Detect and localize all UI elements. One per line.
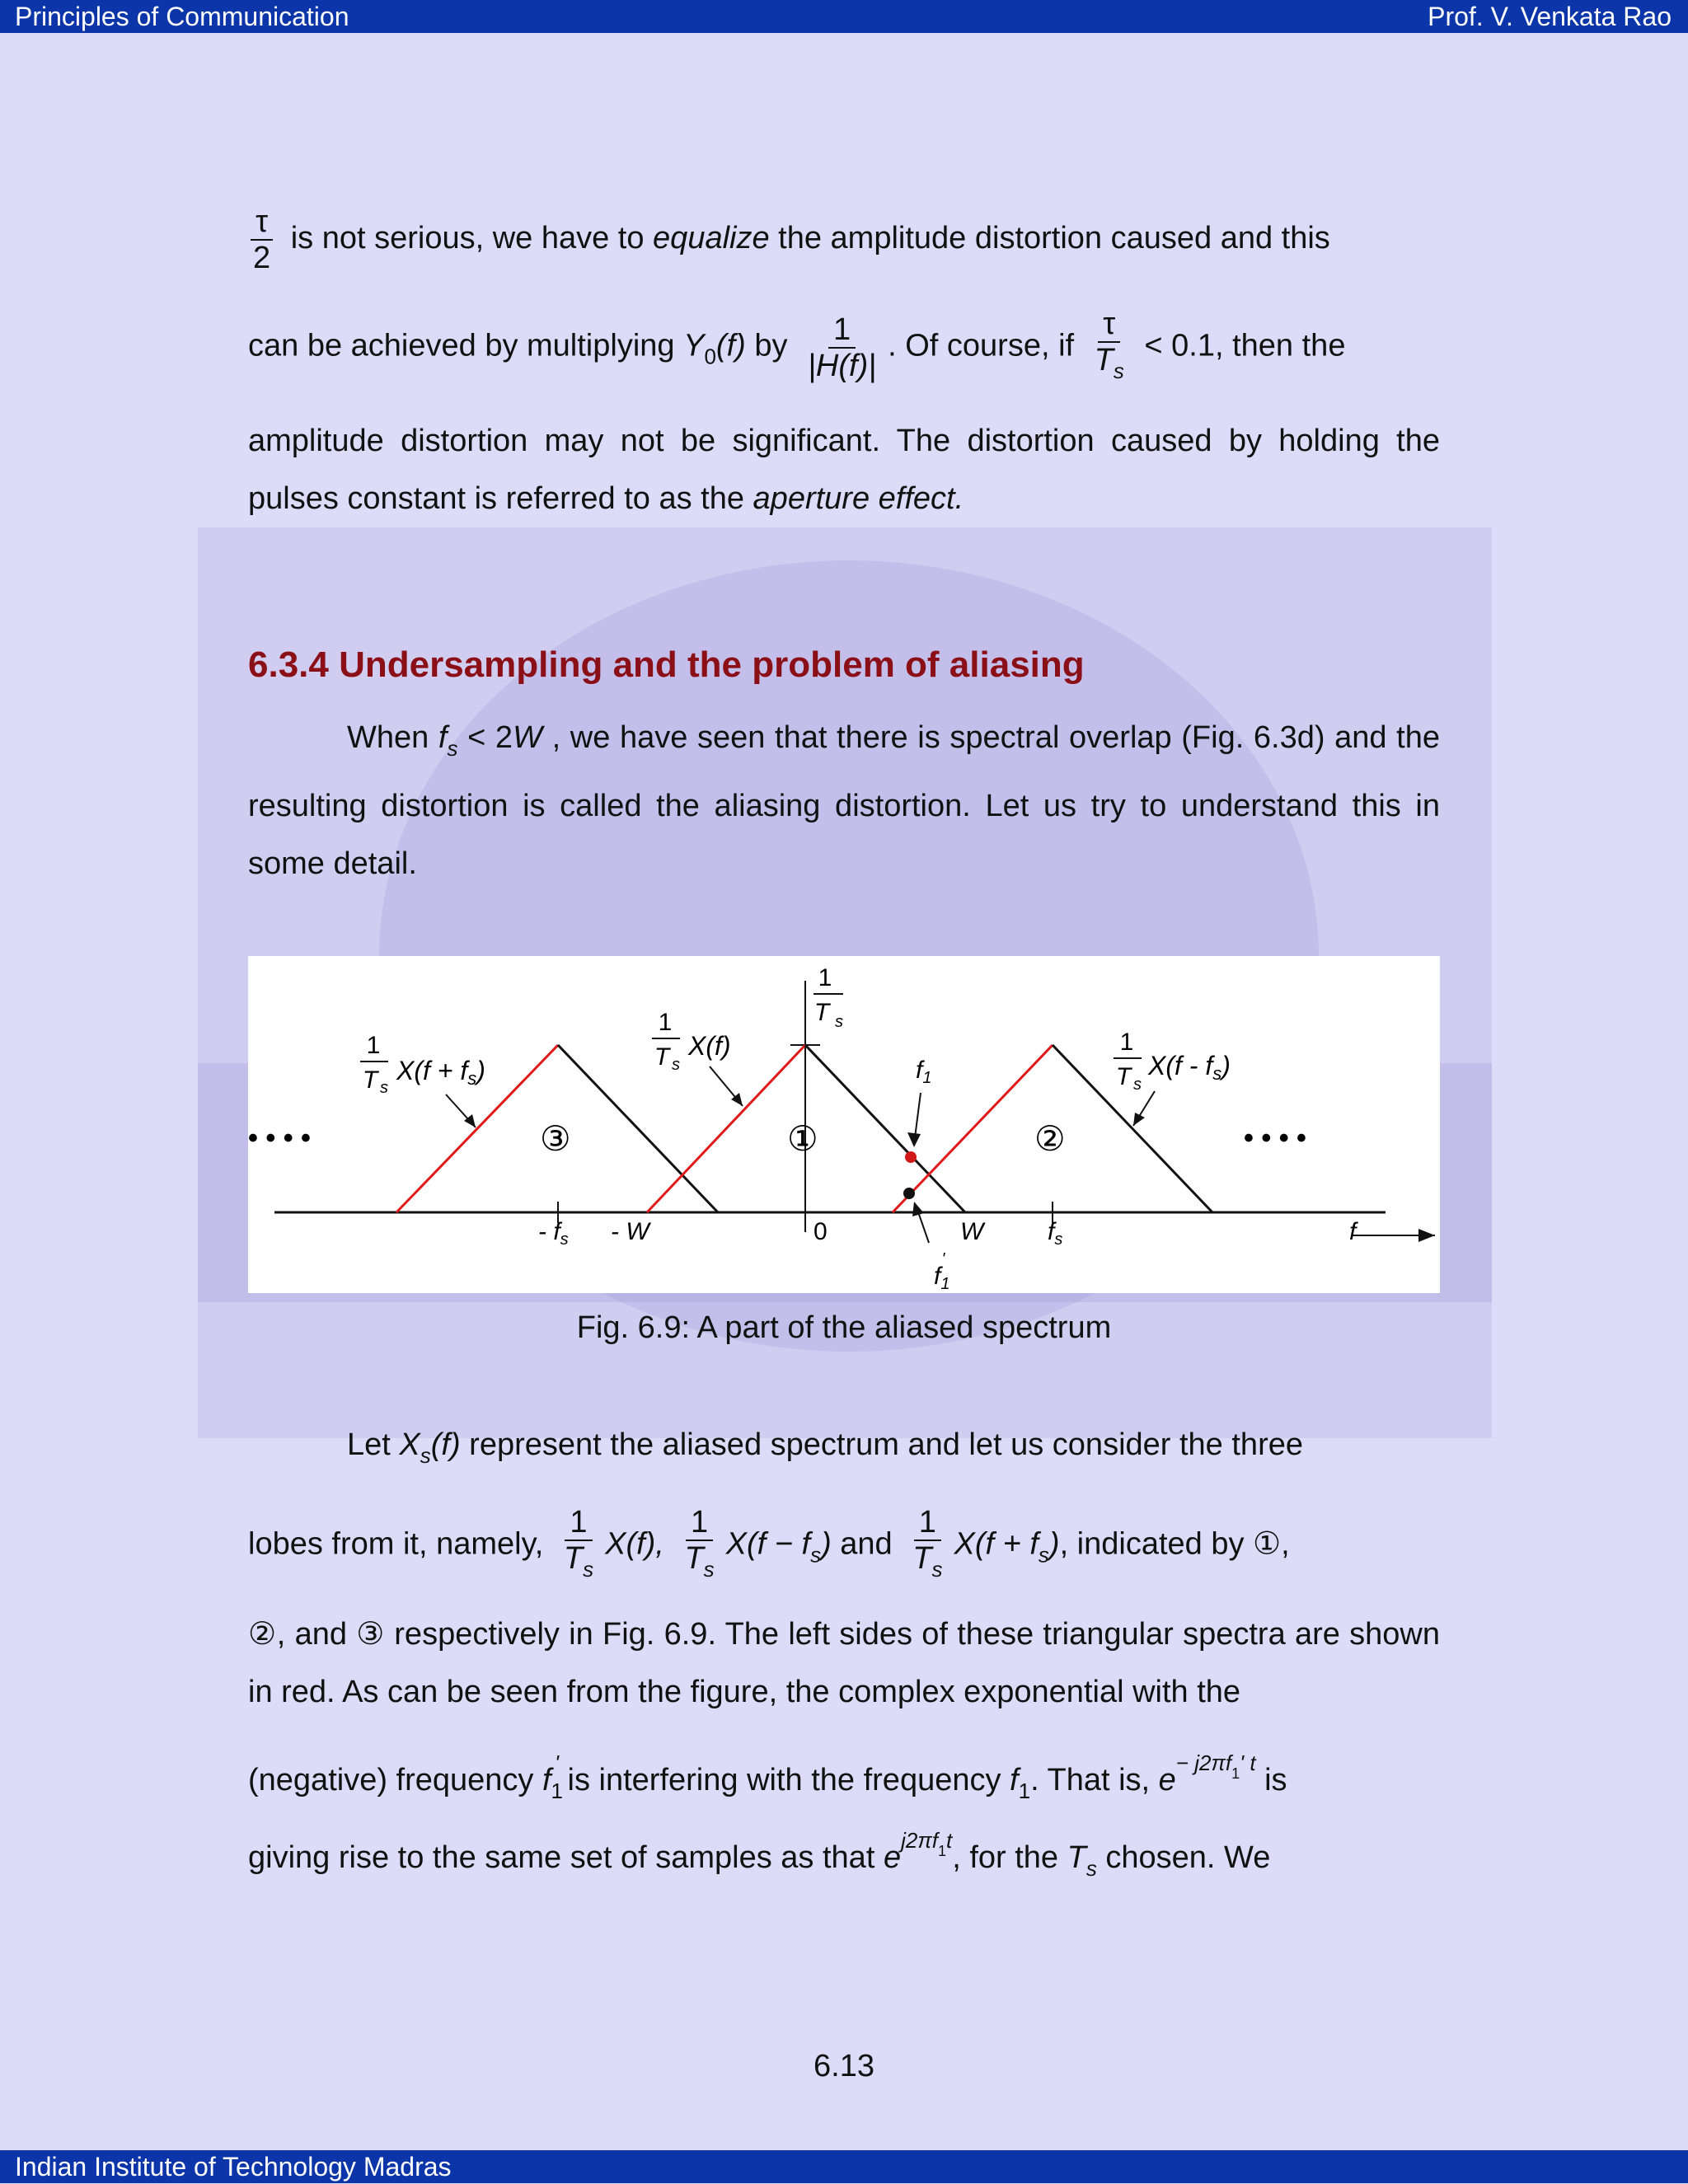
lobe2-fraction: $\frac{1}{T_s}$ [684,1505,715,1582]
page-number: 6.13 [814,2049,874,2083]
lobe1-left-side [647,1045,805,1212]
label-fs: $f_s$ [1048,1218,1063,1249]
footer-institution: Indian Institute of Technology Madras [15,2152,452,2182]
svg-text:T: T [1115,1063,1132,1090]
lobe3-right-side [558,1045,718,1212]
para3-line-samples: giving rise to the same set of samples as that $e^{j2\pi f1t}$, for the $T_s$ chosen. We [248,1828,1271,1881]
circle-3-label: ③ [540,1119,571,1158]
lobe3-fraction: $\frac{1}{T_s}$ [912,1505,943,1582]
lobe3-scale-num: 1 [366,1032,381,1059]
left-ellipsis: • • • • [248,1122,311,1154]
svg-text:s: s [380,1079,388,1097]
header-author: Prof. V. Venkata Rao [1428,2,1672,31]
peak-label-num: 1 [818,964,832,991]
svg-text:s: s [672,1056,680,1074]
label-f-axis: f [1349,1218,1357,1245]
peak-label-den: T [814,999,830,1026]
lobe2-scale-num: 1 [1119,1029,1134,1056]
para2: When $f_s < 2W$ , we have seen that there is spectral overlap (Fig. 6.3d) and the resulting distortion is called the aliasing distortion. Let us try to understand this in some detail. [248,720,1441,881]
point-f1 [905,1151,917,1163]
label-neg-w: - W [611,1218,649,1245]
svg-text:s: s [1133,1076,1142,1094]
point-f1-prime [903,1188,915,1199]
section-heading: 6.3.4 Undersampling and the problem of aliasing [248,644,1085,685]
lobe2-label: X(f - fs) [1148,1051,1231,1084]
footer-bar [0,2150,1688,2183]
para3-line-negative-frequency: (negative) frequency $f_1'$ is interfering with the frequency $f_1$. That is, $e^{- j2\pi f1'}$ $^t$ is [248,1750,1287,1803]
figure-caption: Fig. 6.9: A part of the aliased spectrum [576,1310,1112,1345]
one-over-abs-h: $\frac{1}{|H(f)|}$ [808,312,877,383]
para1-line2: can be achieved by multiplying $Y_0(f)$ by $\frac{1}{|H(f)|}$ . Of course, if $\frac{\tau}{T_s}$ < 0.1, then the [248,307,1440,388]
lobe1-fraction: $\frac{1}{T_s}$ [563,1505,594,1582]
tau-over-ts: $\frac{\tau}{T_s}$ [1094,307,1124,383]
label-w: W [960,1218,984,1245]
svg-text:T: T [362,1066,378,1094]
para3-line2: lobes from it, namely, $\frac{1}{T_s}$ X(f), $\frac{1}{T_s}$ $X(f - f_s)$ and $\frac{1}{T_s}$ $X(f + f_s)$, indicated by ①, [248,1505,1440,1586]
svg-text:s: s [835,1013,843,1031]
circle-2-label: ② [1034,1119,1066,1158]
lobe1-right-side [805,1045,965,1212]
f-axis-arrowhead [1418,1229,1435,1242]
label-zero: 0 [814,1218,828,1245]
header-course-title: Principles of Communication [15,2,349,31]
svg-text:T: T [654,1043,670,1071]
circle-1-label: ① [787,1119,818,1158]
para1-tail: amplitude distortion may not be significant. The distortion caused by holding the pulses constant is referred to as the aperture effect. [248,424,1440,516]
f1-prime-label: $f_1'$ [934,1250,950,1293]
lobe1-label: X(f) [688,1031,731,1061]
spectrum-diagram [248,956,1440,1293]
figure-aliased-spectrum [248,956,1440,1293]
lobe1-scale-num: 1 [658,1009,673,1036]
para3-body: ②, and ③ respectively in Fig. 6.9. The left sides of these triangular spectra are shown in red. As can be seen from the figure, the complex exponential with the [248,1617,1440,1709]
tau-over-2: $\frac{\tau}{2}$ [248,204,275,275]
header-bar [0,0,1688,33]
lobe3-label: X(f + fs) [396,1056,485,1089]
para3-line1: Let $X_s(f)$ represent the aliased spectrum and let us consider the three [347,1427,1303,1468]
f1-label: $f_1$ [916,1057,932,1087]
right-ellipsis: • • • • [1244,1122,1306,1154]
label-neg-fs: - $f_s$ [538,1218,569,1249]
para1-line1: $\frac{\tau}{2}$ is not serious, we have to equalize the amplitude distortion caused and this [248,204,1440,275]
